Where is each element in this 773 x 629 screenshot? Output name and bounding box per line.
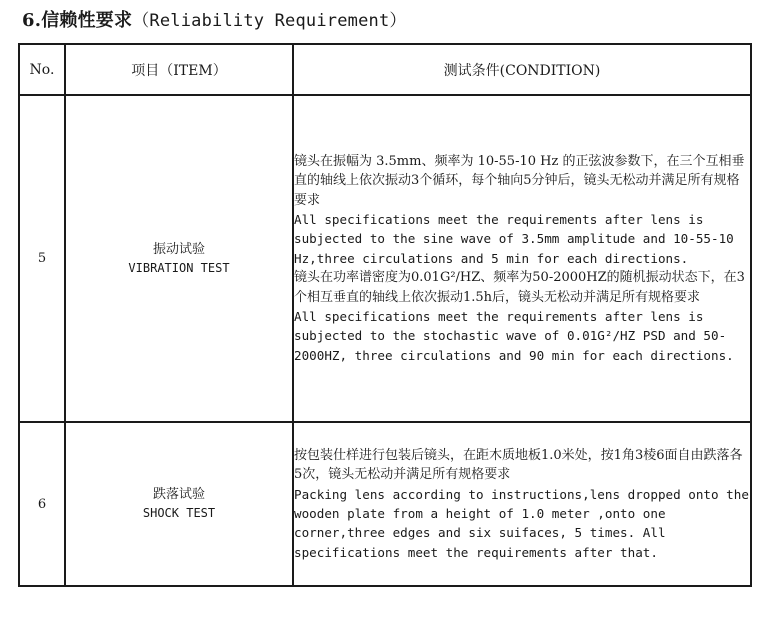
condition-text	[294, 152, 750, 365]
header-item: 项目（ITEM）	[65, 44, 293, 95]
condition-paragraph: 镜头在功率谱密度为0.01G²/HZ、频率为50-2000HZ的随机振动状态下，在3个相互垂直的轴线上依次振动1.5h后，镜头无松动并满足所有规格要求	[294, 270, 745, 305]
section-title	[22, 6, 407, 32]
row-condition	[293, 422, 751, 586]
row-item	[65, 422, 293, 586]
condition-paragraph: 镜头在振幅为 3.5mm、频率为 10-55-10 Hz 的正弦波参数下，在三个互相垂直的轴线上依次振动3个循环，每个轴向5分钟后，镜头无松动并满足所有规格要求	[294, 153, 745, 208]
condition-paragraph: All specifications meet the requirements after lens is subjected to the sine wave of 3.5mm amplitude and 10-55-10 Hz,three circulations and 5 min for each directions.	[294, 211, 734, 266]
condition-paragraph: All specifications meet the requirements after lens is subjected to the stochastic wave of 0.01G²/HZ PSD and 50-2000HZ, three circulations and 90 min for each directions.	[294, 309, 734, 363]
section-title-zh: 6.信赖性要求	[22, 10, 133, 31]
condition-paragraph: Packing lens according to instructions,lens dropped onto the wooden plate from a height of 1.0 meter ,onto one corner,three edges and six suifaces, 5 times. All specifications meet the requirements after that.	[294, 486, 749, 560]
condition-paragraph: 按包装仕样进行包装后镜头，在距木质地板1.0米处，按1角3棱6面自由跌落各5次，镜头无松动并满足所有规格要求	[294, 447, 743, 483]
row-number: 6	[19, 422, 65, 586]
table-row-vibration	[19, 95, 751, 422]
item-name-en: SHOCK TEST	[142, 506, 216, 520]
header-condition: 测试条件(CONDITION)	[293, 44, 751, 95]
item-name-zh: 振动试验	[152, 241, 205, 257]
section-title-en: （Reliability Requirement）	[132, 11, 407, 31]
row-item	[65, 95, 293, 422]
item-name-en: VIBRATION TEST	[128, 260, 230, 275]
row-number: 5	[19, 95, 65, 422]
header-no: No.	[19, 44, 65, 95]
row-condition	[293, 95, 751, 422]
table-row-shock	[19, 422, 751, 586]
condition-text	[294, 446, 750, 562]
item-name-zh: 跌落试验	[152, 487, 205, 502]
reliability-table	[18, 43, 752, 587]
table-header-row	[19, 44, 751, 95]
